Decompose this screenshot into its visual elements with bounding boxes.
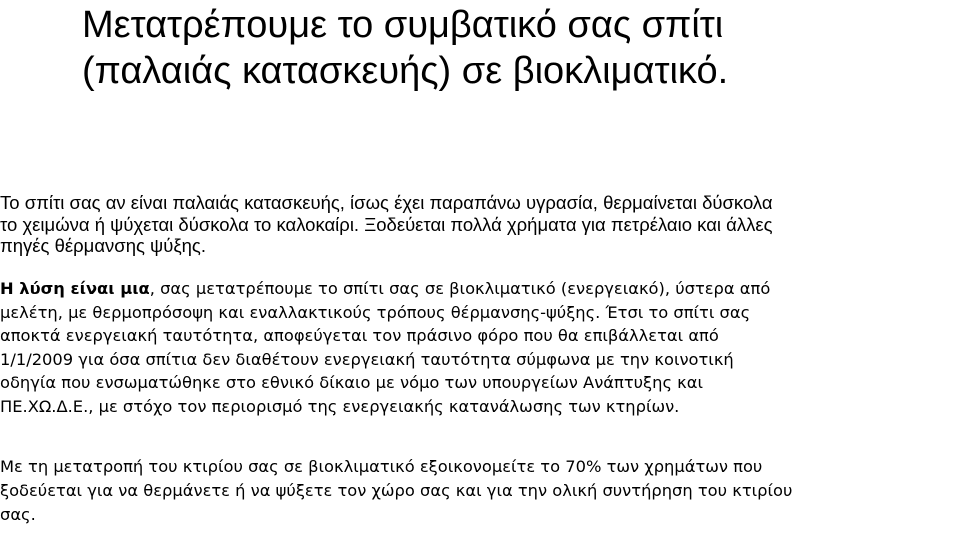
intro-line-1: Το σπίτι σας αν είναι παλαιάς κατασκευής, ίσως έχει παραπάνω υγρασία, θερμαίνεται δύσκολα — [0, 192, 773, 213]
solution-line-2: μελέτη, με θερμοπρόσοψη και εναλλακτικούς τρόπους θέρμανσης-ψύξης. Έτσι το σπίτι σας — [0, 302, 751, 322]
solution-bold-lead: Η λύση είναι μια — [0, 279, 150, 298]
intro-line-3: πηγές θέρμανσης ψύξης. — [0, 235, 206, 256]
solution-line-3: αποκτά ενεργειακή ταυτότητα, αποφεύγεται τον πράσινο φόρο που θα επιβάλλεται από — [0, 326, 719, 346]
savings-paragraph — [0, 455, 958, 527]
intro-paragraph — [0, 192, 958, 257]
savings-line-2: ξοδεύεται για να θερμάνετε ή να ψύξετε τον χώρο σας και για την ολική συντήρηση του κτιρίου — [0, 481, 793, 500]
solution-line-6: ΠΕ.ΧΩ.Δ.Ε., με στόχο τον περιορισμό της ενεργειακής κατανάλωσης των κτηρίων. — [0, 396, 680, 416]
slide-title — [82, 2, 942, 94]
solution-line-1-rest: , σας μετατρέπουμε το σπίτι σας σε βιοκλιματικό (ενεργειακό), ύστερα από — [149, 279, 771, 298]
savings-line-3: σας. — [0, 505, 36, 524]
savings-line-1: Με τη μετατροπή του κτιρίου σας σε βιοκλιματικό εξοικονομείτε το 70% των χρημάτων που — [0, 457, 763, 476]
title-line-2: (παλαιάς κατασκευής) σε βιοκλιματικό. — [82, 50, 729, 92]
intro-line-2: το χειμώνα ή ψύχεται δύσκολα το καλοκαίρι. Ξοδεύεται πολλά χρήματα για πετρέλαιο και άλλες — [0, 213, 773, 235]
title-line-1: Μετατρέπουμε το συμβατικό σας σπίτι — [82, 4, 724, 46]
solution-line-5: οδηγία που ενσωματώθηκε στο εθνικό δίκαιο με νόμο των υπουργείων Ανάπτυξης και — [0, 373, 704, 393]
solution-line-4: 1/1/2009 για όσα σπίτια δεν διαθέτουν ενεργειακή ταυτότητα σύμφωνα με την κοινοτική — [0, 349, 734, 369]
solution-paragraph — [0, 277, 958, 419]
solution-line-1 — [0, 277, 958, 301]
